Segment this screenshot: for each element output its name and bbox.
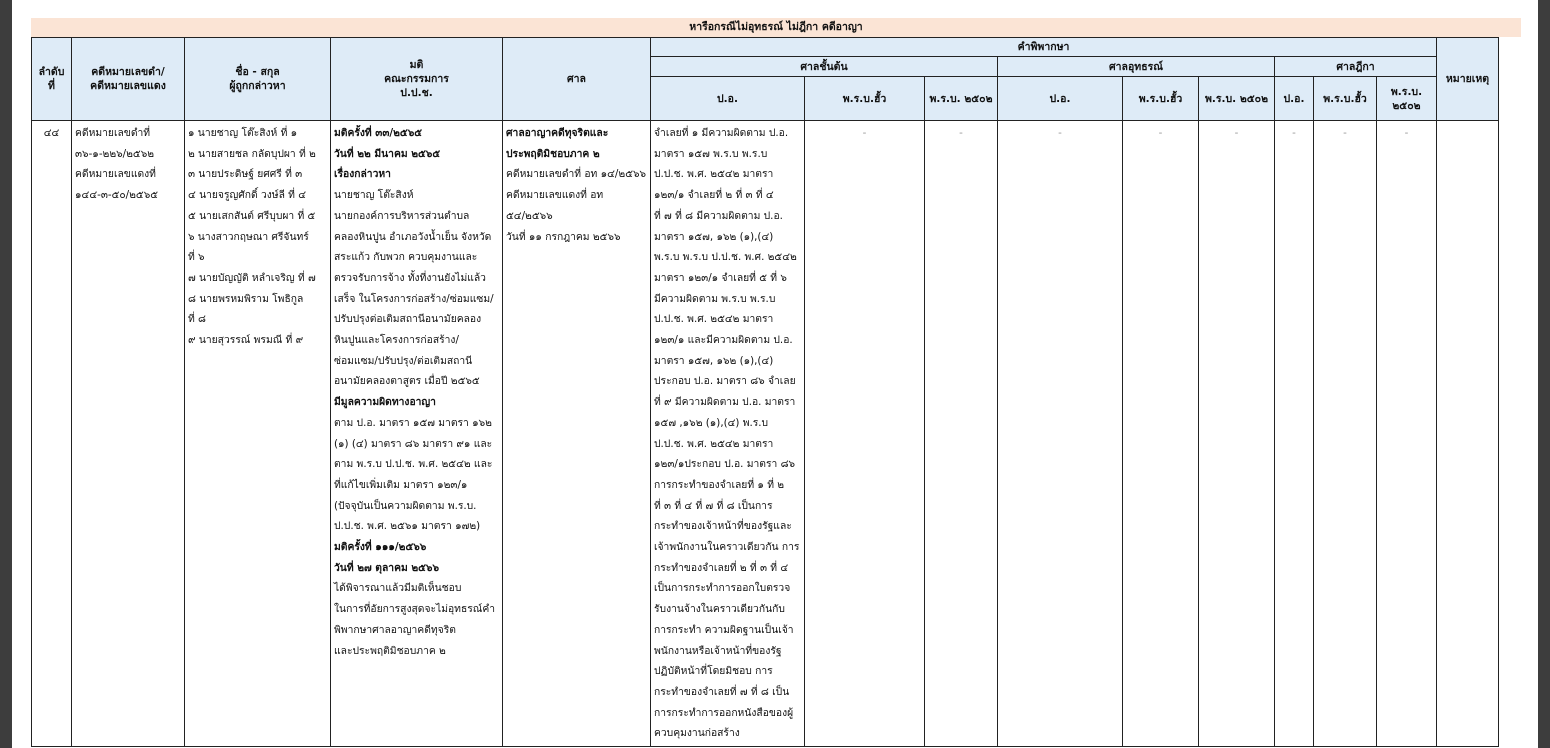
col-header-first-court: ศาลชั้นต้น bbox=[651, 57, 998, 77]
first-court-po-line: การกระทำของจำเลยที่ ๑ ที่ ๒ bbox=[654, 478, 785, 491]
case-table bbox=[31, 37, 1499, 747]
accused-line: ๑ นายชาญ โต๊ะสิงห์ ที่ ๑ bbox=[188, 127, 298, 139]
cell-appeal-act-a: - bbox=[1123, 121, 1199, 747]
accused-line: ๓ นายประดิษฐ์ ยศศรี ที่ ๓ bbox=[188, 168, 303, 181]
resolution-line: นายชาญ โต๊ะสิงห์ bbox=[334, 189, 414, 202]
court-line: ประพฤติมิชอบภาค ๒ bbox=[506, 147, 600, 160]
first-court-po-line: ประกอบ ป.อ. มาตรา ๘๖ จำเลย bbox=[654, 375, 796, 388]
resolution-line: ตาม พ.ร.บ ป.ป.ช. พ.ศ. ๒๕๔๒ และ bbox=[334, 458, 493, 471]
col-header-supreme-po: ป.อ. bbox=[1275, 77, 1314, 121]
col-header-appeal-po: ป.อ. bbox=[998, 77, 1123, 121]
accused-line: ที่ ๘ bbox=[188, 313, 207, 326]
col-header-first-po: ป.อ. bbox=[651, 77, 805, 121]
resolution-line: อนามัยคลองตาสูตร เมื่อปี ๒๕๖๕ bbox=[334, 375, 480, 388]
col-header-no-line1: ลำดับ bbox=[38, 66, 65, 78]
first-court-po-line: จำเลยที่ ๑ มีความผิดตาม ป.อ. bbox=[654, 127, 789, 139]
col-header-first-act-b: พ.ร.บ. ๒๕๐๒ bbox=[925, 77, 998, 121]
col-header-resolution-line1: มติ bbox=[409, 59, 424, 71]
first-court-po-line: เจ้าพนักงานในคราวเดียวกัน การ bbox=[654, 541, 800, 554]
resolution-line: คลองหินปูน อำเภอวังน้ำเย็น จังหวัด bbox=[334, 230, 492, 243]
case-no-line: ๓๖-๑-๒๒๖/๒๕๖๒ bbox=[75, 147, 155, 160]
resolution-line: สระแก้ว กับพวก ควบคุมงานและ bbox=[334, 251, 478, 264]
first-court-po-line: พนักงานหรือเจ้าหน้าที่ของรัฐ bbox=[654, 644, 782, 657]
first-court-po-line: มาตรา ๑๕๗ พ.ร.บ พ.ร.บ bbox=[654, 147, 768, 160]
col-header-accused-line2: ผู้ถูกกล่าวหา bbox=[229, 80, 286, 92]
first-court-po-line: ป.ป.ช. พ.ศ. ๒๕๔๒ มาตรา bbox=[654, 437, 774, 450]
first-court-po-line: ป.ป.ช. พ.ศ. ๒๕๔๒ มาตรา bbox=[654, 168, 774, 181]
cell-appeal-po: - bbox=[998, 121, 1123, 747]
cell-supreme-po: - bbox=[1275, 121, 1314, 747]
resolution-line: ได้พิจารณาแล้วมีมติเห็นชอบ bbox=[334, 582, 462, 595]
col-header-no-line2: ที่ bbox=[48, 80, 55, 92]
first-court-po-line: ที่ ๓ ที่ ๔ ที่ ๗ ที่ ๘ เป็นการ bbox=[654, 499, 773, 512]
first-court-po-line: ปฏิบัติหน้าที่โดยมิชอบ การ bbox=[654, 665, 773, 678]
resolution-line: (๑) (๔) มาตรา ๘๖ มาตรา ๙๑ และ bbox=[334, 437, 493, 450]
first-court-po-line: มาตรา ๑๕๗, ๑๖๒ (๑),(๔) bbox=[654, 230, 774, 243]
accused-line: ๔ นายจรูญศักดิ์ วงษ์ลี ที่ ๔ bbox=[188, 189, 307, 202]
court-line: คดีหมายเลขแดงที่ อท bbox=[506, 189, 604, 202]
resolution-line: เรื่องกล่าวหา bbox=[334, 168, 391, 181]
col-header-accused bbox=[185, 38, 331, 121]
table-title: หารือกรณีไม่อุทธรณ์ ไม่ฎีกา คดีอาญา bbox=[31, 18, 1521, 37]
accused-line: ที่ ๖ bbox=[188, 251, 205, 264]
col-header-supreme-act-b-line1: พ.ร.บ. bbox=[1390, 85, 1423, 98]
accused-line: ๗ นายบัญญัติ หลำเจริญ ที่ ๗ bbox=[188, 271, 316, 284]
court-line: วันที่ ๑๑ กรกฎาคม ๒๕๖๖ bbox=[506, 230, 621, 243]
first-court-po-line: กระทำของเจ้าหน้าที่ของรัฐและ bbox=[654, 520, 792, 533]
first-court-po-line: การกระทำ ความผิดฐานเป็นเจ้า bbox=[654, 623, 794, 636]
resolution-line: ตรวจรับการจ้าง ทั้งที่งานยังไม่แล้ว bbox=[334, 271, 486, 284]
first-court-po-line: ที่ ๙ มีความผิดตาม ป.อ. มาตรา bbox=[654, 396, 796, 409]
col-header-no bbox=[32, 38, 72, 121]
resolution-line: มีมูลความผิดทางอาญา bbox=[334, 396, 436, 409]
resolution-line: ในการที่อัยการสูงสุดจะไม่อุทธรณ์คำ bbox=[334, 603, 495, 616]
col-header-resolution-line2: คณะกรรมการ bbox=[384, 73, 449, 85]
col-header-case-no bbox=[72, 38, 185, 121]
resolution-line: และประพฤติมิชอบภาค ๒ bbox=[334, 644, 446, 657]
cell-remark bbox=[1437, 121, 1499, 747]
col-header-first-act-a: พ.ร.บ.ฮั้ว bbox=[805, 77, 925, 121]
col-header-supreme-act-b bbox=[1377, 77, 1437, 121]
case-no-line: คดีหมายเลขแดงที่ bbox=[75, 168, 156, 181]
accused-line: ๖ นางสาวกฤษณา ศรีจันทร์ bbox=[188, 230, 309, 243]
col-header-appeal-act-a: พ.ร.บ.ฮั้ว bbox=[1123, 77, 1199, 121]
case-no-line: ๑๔๔-๓-๕๐/๒๕๖๕ bbox=[75, 189, 159, 202]
cell-resolution bbox=[331, 121, 503, 747]
first-court-po-line: กระทำของจำเลยที่ ๗ ที่ ๘ เป็น bbox=[654, 685, 790, 698]
accused-line: ๘ นายพรหมพิราม โพธิกูล bbox=[188, 292, 304, 305]
col-header-case-no-line2: คดีหมายเลขแดง bbox=[90, 80, 166, 92]
first-court-po-line: มาตรา ๑๕๗, ๑๖๒ (๑),(๔) bbox=[654, 354, 774, 367]
court-line: ศาลอาญาคดีทุจริตและ bbox=[506, 127, 609, 139]
first-court-po-line: กระทำของจำเลยที่ ๒ ที่ ๓ ที่ ๔ bbox=[654, 561, 789, 574]
col-header-judgment: คำพิพากษา bbox=[651, 38, 1437, 57]
resolution-line: มติครั้งที่ ๓๓/๒๕๖๕ bbox=[334, 127, 423, 139]
court-line: ๕๔/๒๕๖๖ bbox=[506, 209, 553, 222]
cell-supreme-act-b: - bbox=[1377, 121, 1437, 747]
resolution-line: พิพากษาศาลอาญาคดีทุจริต bbox=[334, 623, 456, 636]
accused-line: ๒ นายสายชล กลัดบุปผา ที่ ๒ bbox=[188, 147, 316, 160]
resolution-line: ป.ป.ช. พ.ศ. ๒๕๖๑ มาตรา ๑๗๒) bbox=[334, 520, 481, 533]
col-header-accused-line1: ชื่อ - สกุล bbox=[235, 66, 280, 78]
first-court-po-line: ที่ ๗ ที่ ๘ มีความผิดตาม ป.อ. bbox=[654, 209, 783, 222]
cell-first-act-b: - bbox=[925, 121, 998, 747]
first-court-po-line: การกระทำการออกหนังสือของผู้ bbox=[654, 706, 794, 719]
court-line: คดีหมายเลขดำที่ อท ๑๔/๒๕๖๖ bbox=[506, 168, 647, 181]
first-court-po-line: ๑๒๓/๑ และมีความผิดตาม ป.อ. bbox=[654, 334, 793, 347]
table-row bbox=[32, 121, 1499, 747]
first-court-po-line: รับงานจ้างในคราวเดียวกันกับ bbox=[654, 603, 785, 616]
first-court-po-line: พ.ร.บ พ.ร.บ ป.ป.ช. พ.ศ. ๒๕๔๒ bbox=[654, 251, 797, 264]
col-header-remark: หมายเหตุ bbox=[1437, 38, 1499, 121]
viewer-right-border bbox=[1538, 0, 1550, 748]
col-header-supreme-act-b-line2: ๒๕๐๒ bbox=[1392, 99, 1421, 112]
col-header-resolution bbox=[331, 38, 503, 121]
cell-first-act-a: - bbox=[805, 121, 925, 747]
resolution-line: หินปูนและโครงการก่อสร้าง/ bbox=[334, 334, 459, 347]
col-header-case-no-line1: คดีหมายเลขดำ/ bbox=[91, 66, 165, 78]
col-header-supreme-court: ศาลฎีกา bbox=[1275, 57, 1437, 77]
resolution-line: ตาม ป.อ. มาตรา ๑๕๗ มาตรา ๑๖๒ bbox=[334, 416, 492, 429]
cell-no: ๔๔ bbox=[32, 121, 72, 747]
cell-case-no bbox=[72, 121, 185, 747]
first-court-po-line: ๑๒๓/๑ จำเลยที่ ๒ ที่ ๓ ที่ ๔ bbox=[654, 189, 774, 202]
resolution-line: เสร็จ ในโครงการก่อสร้าง/ซ่อมแซม/ bbox=[334, 292, 494, 305]
cell-supreme-act-a: - bbox=[1314, 121, 1377, 747]
col-header-appeal-act-b: พ.ร.บ. ๒๕๐๒ bbox=[1199, 77, 1275, 121]
resolution-line: นายกองค์การบริหารส่วนตำบล bbox=[334, 209, 470, 222]
resolution-line: ปรับปรุงต่อเติมสถานีอนามัยคลอง bbox=[334, 313, 482, 326]
resolution-line: ซ่อมแซม/ปรับปรุง/ต่อเติมสถานี bbox=[334, 354, 473, 367]
first-court-po-line: มาตรา ๑๒๓/๑ จำเลยที่ ๕ ที่ ๖ bbox=[654, 271, 787, 284]
document-page bbox=[31, 18, 1521, 748]
case-no-line: คดีหมายเลขดำที่ bbox=[75, 127, 151, 139]
cell-court bbox=[503, 121, 651, 747]
first-court-po-line: ควบคุมงานก่อสร้าง bbox=[654, 727, 740, 740]
cell-accused bbox=[185, 121, 331, 747]
resolution-line: วันที่ ๒๗ ตุลาคม ๒๕๖๖ bbox=[334, 561, 439, 574]
cell-first-po bbox=[651, 121, 805, 747]
col-header-appeal-court: ศาลอุทธรณ์ bbox=[998, 57, 1275, 77]
col-header-court: ศาล bbox=[503, 38, 651, 121]
col-header-supreme-act-a: พ.ร.บ.ฮั้ว bbox=[1314, 77, 1377, 121]
first-court-po-line: ๑๒๓/๑ประกอบ ป.อ. มาตรา ๘๖ bbox=[654, 458, 796, 471]
first-court-po-line: เป็นการกระทำการออกใบตรวจ bbox=[654, 582, 791, 595]
accused-line: ๕ นายเสกสันต์ ศรีบุบผา ที่ ๕ bbox=[188, 209, 316, 222]
accused-line: ๙ นายสุวรรณ์ พรมณี ที่ ๙ bbox=[188, 334, 304, 347]
resolution-line: มติครั้งที่ ๑๑๑/๒๕๖๖ bbox=[334, 541, 427, 554]
resolution-line: วันที่ ๒๒ มีนาคม ๒๕๖๕ bbox=[334, 147, 441, 160]
first-court-po-line: ๑๕๗ ,๑๖๒ (๑),(๔) พ.ร.บ bbox=[654, 416, 769, 429]
viewer-left-border bbox=[0, 0, 12, 748]
resolution-line: (ปัจจุบันเป็นความผิดตาม พ.ร.บ. bbox=[334, 499, 477, 512]
col-header-resolution-line3: ป.ป.ช. bbox=[400, 87, 433, 99]
cell-appeal-act-b: - bbox=[1199, 121, 1275, 747]
resolution-line: ที่แก้ไขเพิ่มเติม มาตรา ๑๒๓/๑ bbox=[334, 478, 468, 491]
first-court-po-line: มีความผิดตาม พ.ร.บ พ.ร.บ bbox=[654, 292, 776, 305]
first-court-po-line: ป.ป.ช. พ.ศ. ๒๕๔๒ มาตรา bbox=[654, 313, 774, 326]
